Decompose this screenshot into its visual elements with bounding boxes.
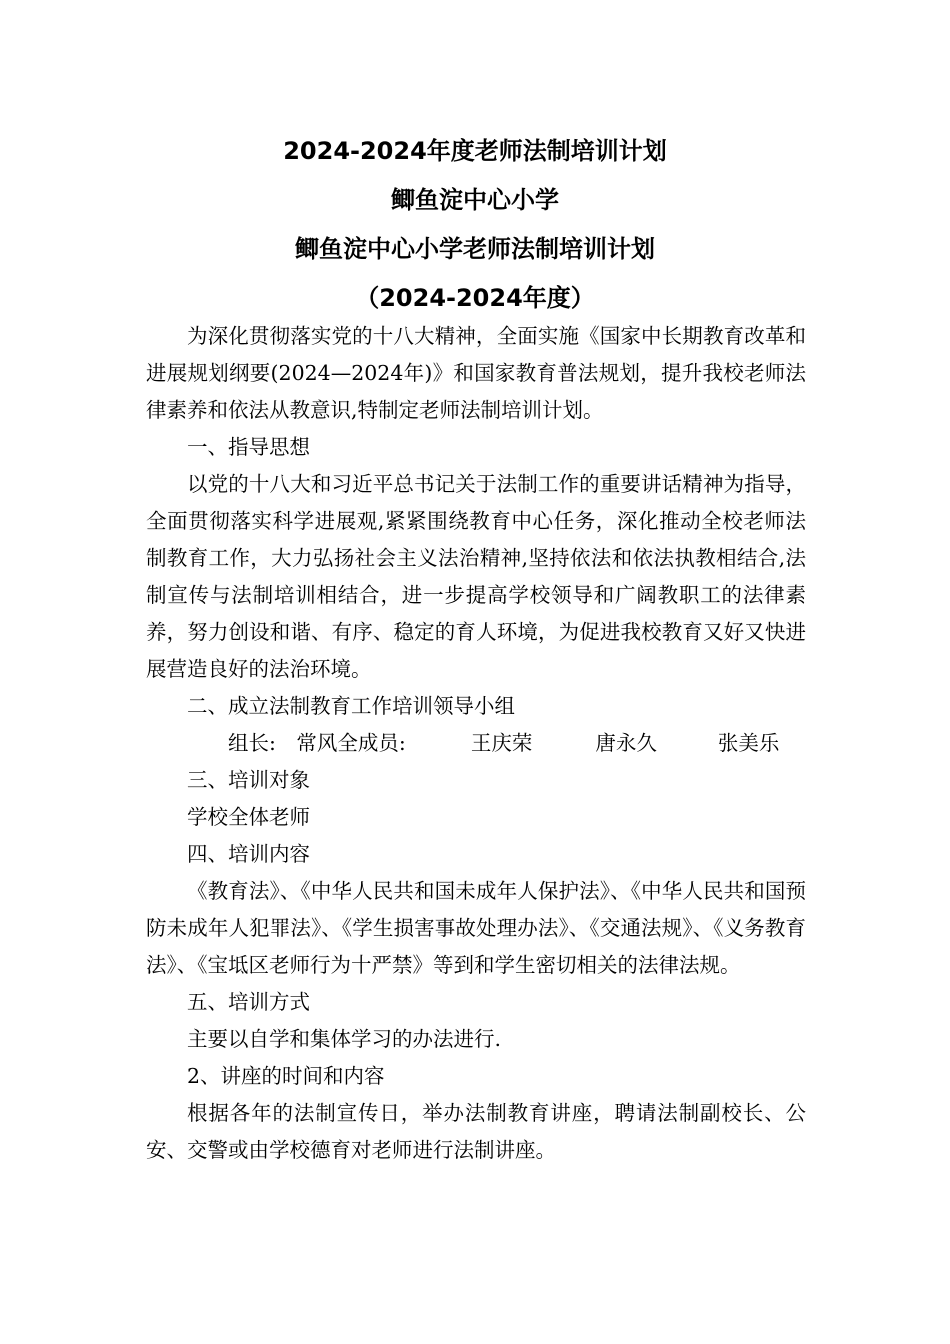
subsection-heading-lectures: 2、讲座的时间和内容: [187, 1064, 385, 1088]
training-target-text: 学校全体老师: [187, 805, 310, 829]
document-title: 2024-2024年度老师法制培训计划: [283, 137, 667, 165]
group-leader-text: 组长: 常风全成员:: [228, 731, 406, 755]
intro-paragraph: 为深化贯彻落实党的十八大精神，全面实施《国家中长期教育改革和进展规划纲要(2024—2024年)》和国家教育普法规划，提升我校老师法律素养和依法从教意识,特制定老师法制培训计划。: [146, 324, 806, 422]
lectures-paragraph: 根据各年的法制宣传日，举办法制教育讲座，聘请法制副校长、公安、交警或由学校德育对老师进行法制讲座。: [146, 1101, 806, 1162]
member-name: 王庆荣: [470, 731, 533, 755]
section-heading-leadership-group: 二、成立法制教育工作培训领导小组: [187, 694, 515, 718]
leadership-members-line: [146, 725, 806, 762]
guiding-ideology-paragraph: 以党的十八大和习近平总书记关于法制工作的重要讲话精神为指导，全面贯彻落实科学进展观,紧紧围绕教育中心任务，深化推动全校老师法制教育工作，大力弘扬社会主义法治精神,坚持依法和依法执教相结合,法制宣传与法制培训相结合，进一步提高学校领导和广阔教职工的法律素养，努力创设和谐、有序、稳定的育人环境，为促进我校教育又好又快进展营造良好的法治环境。: [146, 472, 806, 681]
document-body: [146, 318, 806, 1169]
section-heading-guiding-ideology: 一、指导思想: [187, 435, 310, 459]
school-name: 鲫鱼淀中心小学: [391, 186, 559, 214]
member-name: 唐永久: [595, 731, 657, 755]
section-heading-training-method: 五、培训方式: [187, 990, 310, 1014]
plan-title: 鲫鱼淀中心小学老师法制培训计划: [295, 235, 655, 263]
plan-year: （2024-2024年度）: [355, 284, 595, 312]
training-content-paragraph: 《教育法》、《中华人民共和国未成年人保护法》、《中华人民共和国预防未成年人犯罪法》、《学生损害事故处理办法》、《交通法规》、《义务教育法》、《宝坻区老师行为十严禁》等到和学生密切相关的法律法规。: [146, 879, 806, 977]
section-heading-training-target: 三、培训对象: [187, 768, 310, 792]
member-name: 张美乐: [717, 731, 780, 755]
training-method-text: 主要以自学和集体学习的办法进行.: [187, 1027, 502, 1051]
section-heading-training-content: 四、培训内容: [187, 842, 310, 866]
